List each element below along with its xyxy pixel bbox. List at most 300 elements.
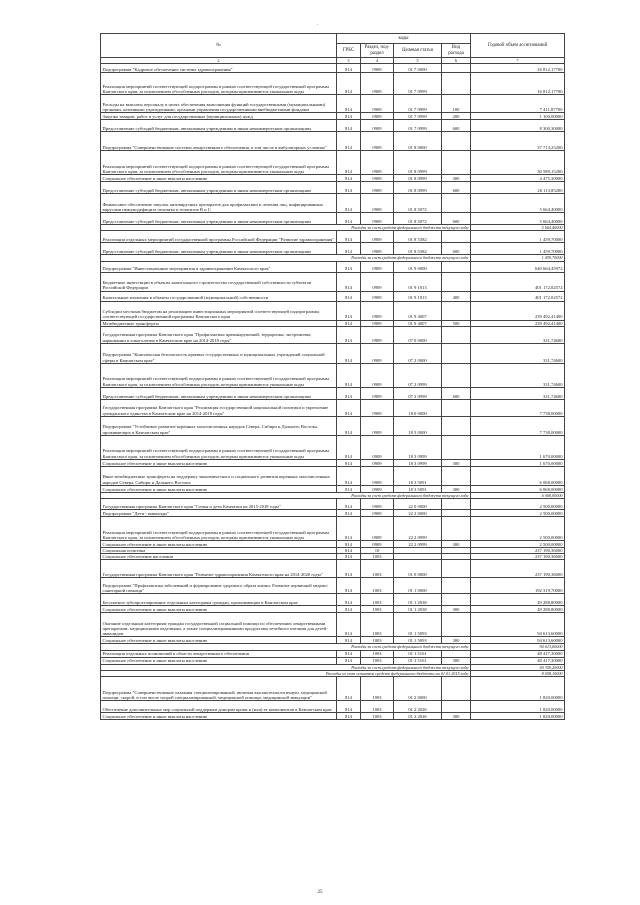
row-description: Социальное обеспечение и иные выплаты населению xyxy=(101,459,337,466)
row-amount: 1 459,70000 xyxy=(471,231,565,243)
row-target-article: 01 1 0000 xyxy=(394,578,442,594)
row-grbs: 814 xyxy=(337,151,361,175)
scan-mark: . xyxy=(317,22,319,27)
col-index: 2 xyxy=(101,58,337,64)
row-amount: 2 500,00000 xyxy=(471,541,565,548)
row-section: 0909 xyxy=(361,291,394,301)
row-amount: 2 500,00000 xyxy=(471,517,565,541)
row-grbs: 814 xyxy=(337,175,361,182)
row-target-article: 22 2 0999 xyxy=(394,517,442,541)
row-target-article: 01 1 5093 xyxy=(394,637,442,644)
row-description: Социальное обеспечение и иные выплаты населению xyxy=(101,485,337,492)
row-description: Подпрограмма "Устойчивое развитие коренных малочисленных народов Севера, Сибири и Дальнего Востока, проживающих в Камчатском крае" xyxy=(101,416,337,435)
table-row xyxy=(101,560,565,578)
row-description: Социальное обеспечение населения xyxy=(101,554,337,560)
row-grbs: 814 xyxy=(337,713,361,720)
row-grbs: 814 xyxy=(337,517,361,541)
row-grbs: 814 xyxy=(337,64,361,73)
row-amount: 7 738,00000 xyxy=(471,399,565,416)
row-amount: 6 068,00000 xyxy=(471,485,565,492)
row-section: 0909 xyxy=(361,194,394,213)
row-expense-type xyxy=(442,499,471,510)
table-row xyxy=(101,301,565,320)
row-target-article: 01 8 5072 xyxy=(394,194,442,213)
note-amount: 1 459,70000 xyxy=(471,255,565,261)
row-expense-type xyxy=(442,326,471,343)
row-target-article: 01 8 0999 xyxy=(394,175,442,182)
row-section: 0909 xyxy=(361,435,394,459)
row-amount: 192 319,70000 xyxy=(471,578,565,594)
row-grbs: 814 xyxy=(337,213,361,225)
row-expense-type xyxy=(442,261,471,272)
table-row xyxy=(101,466,565,485)
row-expense-type xyxy=(442,510,471,517)
table-row xyxy=(101,677,565,701)
row-target-article: 01 1 2038 xyxy=(394,606,442,613)
row-grbs: 814 xyxy=(337,701,361,713)
row-expense-type xyxy=(442,435,471,459)
row-description: Подпрограмма "Совершенствование системы лекарственного обеспечения, в том числе в амбулаторных условиях" xyxy=(101,132,337,151)
row-target-article: 01 1 5093 xyxy=(394,613,442,637)
row-section: 1003 xyxy=(361,606,394,613)
row-description: Социальное обеспечение и иные выплаты населению xyxy=(101,713,337,720)
row-section: 1003 xyxy=(361,554,394,560)
row-target-article: 01 8 0999 xyxy=(394,151,442,175)
row-expense-type xyxy=(442,677,471,701)
row-expense-type xyxy=(442,132,471,151)
row-amount: 6 068,00000 xyxy=(471,466,565,485)
row-section: 0909 xyxy=(361,95,394,113)
row-description: Реализация мероприятий соответствующей подпрограммы в рамках соответствующей государственной программы Камчатского края, за исключением обособленных расходов, которым присваиваются уникальные коды xyxy=(101,363,337,387)
note-label: Расходы за счет средств федерального бюджета текущего года xyxy=(101,492,471,498)
table-row xyxy=(101,578,565,594)
row-section: 0909 xyxy=(361,132,394,151)
header-sum: Годовой объем ассигнований xyxy=(471,34,565,58)
table-row xyxy=(101,175,565,182)
row-grbs: 814 xyxy=(337,485,361,492)
table-row xyxy=(101,194,565,213)
row-target-article: 01 9 1013 xyxy=(394,272,442,291)
row-expense-type: 600 xyxy=(442,182,471,194)
header-vr: Вид расхода xyxy=(442,44,471,58)
budget-page xyxy=(100,33,564,720)
table-row xyxy=(101,613,565,637)
row-expense-type xyxy=(442,194,471,213)
row-target-article: 01 8 5382 xyxy=(394,243,442,255)
table-row xyxy=(101,594,565,606)
row-expense-type xyxy=(442,301,471,320)
row-grbs: 814 xyxy=(337,182,361,194)
col-index: 5 xyxy=(394,58,442,64)
table-row xyxy=(101,435,565,459)
row-grbs: 814 xyxy=(337,272,361,291)
table-row xyxy=(101,343,565,363)
row-amount: 331,74600 xyxy=(471,343,565,363)
row-amount: 48 417,30000 xyxy=(471,650,565,657)
note-label: Расходы за счет средств федерального бюджета текущего года xyxy=(101,644,471,650)
row-section: 0909 xyxy=(361,510,394,517)
row-expense-type: 200 xyxy=(442,113,471,120)
note-label: Расходы за счет средств федерального бюджета текущего года xyxy=(101,255,471,261)
row-section: 1003 xyxy=(361,578,394,594)
row-expense-type: 600 xyxy=(442,387,471,399)
row-target-article: 01 9 4007 xyxy=(394,301,442,320)
table-row xyxy=(101,326,565,343)
row-amount: 239 492,41400 xyxy=(471,320,565,326)
row-section: 0909 xyxy=(361,326,394,343)
table-row xyxy=(101,261,565,272)
table-row xyxy=(101,243,565,255)
row-expense-type xyxy=(442,466,471,485)
row-target-article: 22 2 0000 xyxy=(394,510,442,517)
row-description: Обеспечение дополнительных мер социальной поддержки донорам крови и (или) ее компонентов в Камчатском крае xyxy=(101,701,337,713)
row-description: Социальное обеспечение и иные выплаты населению xyxy=(101,175,337,182)
row-section: 0909 xyxy=(361,243,394,255)
row-expense-type: 300 xyxy=(442,637,471,644)
row-expense-type xyxy=(442,701,471,713)
row-grbs: 814 xyxy=(337,132,361,151)
row-grbs: 814 xyxy=(337,363,361,387)
row-description: Государственная программа Камчатского края "Семья и дети Камчатки на 2015-2018 годы" xyxy=(101,499,337,510)
note-amount: 94 613,60000 xyxy=(471,644,565,650)
row-amount: 237 190,36000 xyxy=(471,560,565,578)
row-amount: 30 589,15200 xyxy=(471,151,565,175)
row-expense-type xyxy=(442,613,471,637)
row-grbs: 814 xyxy=(337,399,361,416)
table-row xyxy=(101,606,565,613)
row-expense-type xyxy=(442,231,471,243)
row-section: 0909 xyxy=(361,459,394,466)
row-section: 0909 xyxy=(361,416,394,435)
row-expense-type: 100 xyxy=(442,95,471,113)
row-description: Подпрограмма "Комплексная безопасность краевых государственных и муниципальных учреждений социальной сферы в Камчатском крае" xyxy=(101,343,337,363)
row-grbs: 814 xyxy=(337,243,361,255)
row-amount: 237 190,36000 xyxy=(471,554,565,560)
row-amount: 5 664,40000 xyxy=(471,213,565,225)
table-row xyxy=(101,363,565,387)
row-section: 1003 xyxy=(361,701,394,713)
row-target-article: 01 1 5161 xyxy=(394,650,442,657)
row-description: Подпрограмма "Совершенствование оказания специализированной, включая высокотехнологичную, медицинской помощи, скорой, в том числе скорой специализированной, медицинской помощи, медицинской эвакуации" xyxy=(101,677,337,701)
table-row xyxy=(101,231,565,243)
row-expense-type: 300 xyxy=(442,657,471,664)
row-target-article: 07 2 0000 xyxy=(394,343,442,363)
row-section: 1003 xyxy=(361,713,394,720)
row-amount: 7 411,87700 xyxy=(471,95,565,113)
row-amount: 1 459,70000 xyxy=(471,243,565,255)
row-target-article: 01 1 2038 xyxy=(394,594,442,606)
row-amount: 401 172,02572 xyxy=(471,291,565,301)
table-row xyxy=(101,701,565,713)
table-row xyxy=(101,95,565,113)
table-row xyxy=(101,182,565,194)
row-grbs: 814 xyxy=(337,73,361,95)
row-description: Государственная программа Камчатского края "Развитие здравоохранения Камчатского края на 2014-2020 годы" xyxy=(101,560,337,578)
row-section: 0909 xyxy=(361,485,394,492)
row-description: Социальное обеспечение и иные выплаты населению xyxy=(101,541,337,548)
row-section: 1003 xyxy=(361,657,394,664)
row-expense-type: 400 xyxy=(442,291,471,301)
table-row xyxy=(101,416,565,435)
row-amount: 2 500,00000 xyxy=(471,499,565,510)
row-description: Предоставление субсидий бюджетным, автономным учреждениям и иным некоммерческим организациям xyxy=(101,182,337,194)
col-index: 7 xyxy=(471,58,565,64)
row-amount: 16 812,17700 xyxy=(471,64,565,73)
table-row xyxy=(101,73,565,95)
row-target-article: 22 0 0000 xyxy=(394,499,442,510)
row-target-article: 18 3 0000 xyxy=(394,416,442,435)
row-description: Закупка товаров, работ и услуг для государственных (муниципальных) нужд xyxy=(101,113,337,120)
row-expense-type: 300 xyxy=(442,485,471,492)
row-description: Подпрограмма "Дети - инвалиды" xyxy=(101,510,337,517)
row-amount: 48 417,30000 xyxy=(471,657,565,664)
row-amount: 49 288,80000 xyxy=(471,594,565,606)
row-description: Бесплатное зубопротезирование отдельным категориям граждан, проживающим в Камчатском крае xyxy=(101,594,337,606)
row-grbs: 814 xyxy=(337,510,361,517)
row-description: Предоставление субсидий бюджетным, автономным учреждениям и иным некоммерческим организациям xyxy=(101,213,337,225)
header-grbs: ГРБС xyxy=(337,44,361,58)
row-amount: 239 492,41400 xyxy=(471,301,565,320)
table-row xyxy=(101,64,565,73)
row-amount: 1 820,00000 xyxy=(471,701,565,713)
row-description: Социальное обеспечение и иные выплаты населению xyxy=(101,637,337,644)
row-description: Реализация мероприятий соответствующей подпрограммы в рамках соответствующей государственной программы Камчатского края, за исключением обособленных расходов, которым присваиваются уникальные коды xyxy=(101,151,337,175)
row-description: Реализация мероприятий соответствующей подпрограммы в рамках соответствующей государственной программы Камчатского края, за исключением обособленных расходов, которым присваиваются уникальные коды xyxy=(101,435,337,459)
col-index: 6 xyxy=(442,58,471,64)
row-amount: 26 113,85200 xyxy=(471,182,565,194)
row-section: 0909 xyxy=(361,541,394,548)
table-row xyxy=(101,151,565,175)
row-section: 0909 xyxy=(361,73,394,95)
row-expense-type xyxy=(442,272,471,291)
row-description: Субсидии местным бюджетам на реализацию инвестиционных мероприятий соответствующей подпрограммы соответствующей государственной программы Камчатского края xyxy=(101,301,337,320)
row-amount: 1 100,00000 xyxy=(471,113,565,120)
row-grbs: 814 xyxy=(337,657,361,664)
row-expense-type: 600 xyxy=(442,243,471,255)
row-expense-type xyxy=(442,560,471,578)
row-amount: 94 613,60000 xyxy=(471,613,565,637)
row-target-article: 22 2 0999 xyxy=(394,541,442,548)
row-description: Бюджетные инвестиции в объекты капитального строительства государственной собственности субъектов Российской Федерации xyxy=(101,272,337,291)
row-expense-type xyxy=(442,399,471,416)
row-description: Социальное обеспечение и иные выплаты населению xyxy=(101,657,337,664)
row-grbs: 814 xyxy=(337,231,361,243)
row-grbs: 814 xyxy=(337,560,361,578)
row-description: Реализация мероприятий соответствующей подпрограммы в рамках соответствующей государственной программы Камчатского края, за исключением обособленных расходов, которым присваиваются уникальные коды xyxy=(101,517,337,541)
row-target-article: 01 8 5382 xyxy=(394,231,442,243)
row-grbs: 814 xyxy=(337,554,361,560)
table-row xyxy=(101,120,565,132)
row-target-article: 01 9 4007 xyxy=(394,320,442,326)
row-amount: 16 812,17700 xyxy=(471,73,565,95)
row-description: Реализация мероприятий соответствующей подпрограммы в рамках соответствующей государственной программы Камчатского края, за исключением обособленных расходов, которым присваиваются уникальные коды xyxy=(101,73,337,95)
row-grbs: 814 xyxy=(337,387,361,399)
row-target-article: 18 0 0000 xyxy=(394,399,442,416)
row-amount: 331,74600 xyxy=(471,387,565,399)
row-section: 1003 xyxy=(361,637,394,644)
row-target-article: 01 7 0999 xyxy=(394,120,442,132)
row-amount: 237 190,36000 xyxy=(471,548,565,554)
row-grbs: 814 xyxy=(337,301,361,320)
row-target-article: 01 1 5161 xyxy=(394,657,442,664)
row-grbs: 814 xyxy=(337,120,361,132)
row-amount: 5 664,40000 xyxy=(471,194,565,213)
row-description: Государственная программа Камчатского края "Реализация государственной национальной политики и укрепление гражданского единства в Камчатском крае на 2014-2018 годы" xyxy=(101,399,337,416)
row-section: 0909 xyxy=(361,113,394,120)
table-row xyxy=(101,499,565,510)
note-amount: 6 068,00000 xyxy=(471,492,565,498)
row-expense-type: 300 xyxy=(442,606,471,613)
header-rz: Раздел, под-раздел xyxy=(361,44,394,58)
row-description: Подпрограмма "Кадровое обеспечение системы здравоохранения" xyxy=(101,64,337,73)
row-amount: 331,74600 xyxy=(471,326,565,343)
row-target-article: 01 0 0000 xyxy=(394,560,442,578)
row-amount: 37 713,25200 xyxy=(471,132,565,151)
table-row xyxy=(101,291,565,301)
row-section: 0909 xyxy=(361,182,394,194)
row-section: 0909 xyxy=(361,120,394,132)
row-target-article: 01 7 0999 xyxy=(394,113,442,120)
row-amount: 49 288,80000 xyxy=(471,606,565,613)
row-section: 0909 xyxy=(361,517,394,541)
row-grbs: 814 xyxy=(337,548,361,554)
row-expense-type: 300 xyxy=(442,541,471,548)
row-target-article: 07 2 0999 xyxy=(394,363,442,387)
header-cs: Целевая статья xyxy=(394,44,442,58)
row-description: Предоставление субсидий бюджетным, автономным учреждениям и иным некоммерческим организациям xyxy=(101,387,337,399)
row-target-article: 01 8 5072 xyxy=(394,213,442,225)
row-section: 0909 xyxy=(361,151,394,175)
row-expense-type xyxy=(442,343,471,363)
row-section: 1003 xyxy=(361,560,394,578)
note-label: Расходы за счет средств федерального бюджета текущего года xyxy=(101,225,471,231)
row-section: 0909 xyxy=(361,343,394,363)
row-amount: 640 664,45972 xyxy=(471,261,565,272)
row-amount: 1 820,00000 xyxy=(471,677,565,701)
row-expense-type xyxy=(442,594,471,606)
row-section: 1003 xyxy=(361,650,394,657)
table-row xyxy=(101,213,565,225)
row-grbs: 814 xyxy=(337,261,361,272)
row-amount: 4 475,30000 xyxy=(471,175,565,182)
header-codes: коды xyxy=(337,34,471,44)
row-target-article: 01 8 0999 xyxy=(394,182,442,194)
row-expense-type: 600 xyxy=(442,213,471,225)
row-description: Подпрограмма "Инвестиционные мероприятия в здравоохранении Камчатского края" xyxy=(101,261,337,272)
row-section: 1003 xyxy=(361,613,394,637)
row-grbs: 814 xyxy=(337,466,361,485)
row-amount: 1 820,00000 xyxy=(471,713,565,720)
row-grbs: 814 xyxy=(337,416,361,435)
row-expense-type: 500 xyxy=(442,320,471,326)
row-grbs: 814 xyxy=(337,343,361,363)
row-target-article: 01 2 0000 xyxy=(394,677,442,701)
row-section: 0909 xyxy=(361,261,394,272)
row-description: Расходы на выплаты персоналу в целях обеспечения выполнения функций государственными (муниципальными) органами, казенными учреждениями, органами управления государственными внебюджетными фондами xyxy=(101,95,337,113)
row-amount: 1 670,00000 xyxy=(471,435,565,459)
row-grbs: 814 xyxy=(337,499,361,510)
row-section: 1003 xyxy=(361,677,394,701)
row-target-article: 18 3 0999 xyxy=(394,435,442,459)
row-grbs: 814 xyxy=(337,650,361,657)
row-grbs: 814 xyxy=(337,594,361,606)
row-target-article: 01 7 0999 xyxy=(394,73,442,95)
row-grbs: 814 xyxy=(337,320,361,326)
table-row xyxy=(101,517,565,541)
row-section: 0909 xyxy=(361,363,394,387)
row-grbs: 814 xyxy=(337,326,361,343)
row-grbs: 814 xyxy=(337,435,361,459)
row-section: 0909 xyxy=(361,387,394,399)
table-row xyxy=(101,387,565,399)
row-description: Реализация отдельных мероприятий государственной программы Российской Федерации "Развитие здравоохранения" xyxy=(101,231,337,243)
table-row xyxy=(101,637,565,644)
table-row xyxy=(101,459,565,466)
table-row xyxy=(101,713,565,720)
row-grbs: 814 xyxy=(337,113,361,120)
row-description: Социальная политика xyxy=(101,548,337,554)
note-label: Расходы за счет остатков средств федерального бюджета на 01.01.2015 года xyxy=(101,670,471,676)
page-number: 25 xyxy=(317,890,323,895)
row-expense-type xyxy=(442,416,471,435)
row-grbs: 814 xyxy=(337,637,361,644)
row-expense-type: 300 xyxy=(442,713,471,720)
row-target-article: 01 7 0999 xyxy=(394,95,442,113)
row-section: 0909 xyxy=(361,320,394,326)
row-section: 1003 xyxy=(361,594,394,606)
row-expense-type xyxy=(442,578,471,594)
row-description: Предоставление субсидий бюджетным, автономным учреждениям и иным некоммерческим организациям xyxy=(101,243,337,255)
table-row xyxy=(101,650,565,657)
row-target-article: 01 2 2026 xyxy=(394,713,442,720)
row-target-article: 07 2 0999 xyxy=(394,387,442,399)
row-description: Межбюджетные трансферты xyxy=(101,320,337,326)
row-grbs: 814 xyxy=(337,578,361,594)
table-row xyxy=(101,541,565,548)
table-row xyxy=(101,272,565,291)
row-grbs: 814 xyxy=(337,677,361,701)
budget-rows xyxy=(101,64,565,720)
note-label: Расходы за счет средств федерального бюджета текущего года xyxy=(101,664,471,670)
row-section: 0909 xyxy=(361,213,394,225)
row-grbs: 814 xyxy=(337,613,361,637)
row-grbs: 814 xyxy=(337,606,361,613)
row-description: Предоставление субсидий бюджетным, автономным учреждениям и иным некоммерческим организациям xyxy=(101,120,337,132)
row-target-article: 01 9 0000 xyxy=(394,261,442,272)
row-section: 0909 xyxy=(361,399,394,416)
table-row xyxy=(101,113,565,120)
row-description: Реализация отдельных полномочий в области лекарственного обеспечения xyxy=(101,650,337,657)
row-section: 10 xyxy=(361,548,394,554)
row-section: 0909 xyxy=(361,231,394,243)
row-description: Социальное обеспечение и иные выплаты населению xyxy=(101,606,337,613)
row-grbs: 814 xyxy=(337,459,361,466)
table-row xyxy=(101,132,565,151)
row-section: 0909 xyxy=(361,301,394,320)
row-target-article: 18 3 5091 xyxy=(394,485,442,492)
budget-table xyxy=(100,33,565,720)
row-amount: 94 613,60000 xyxy=(471,637,565,644)
row-expense-type xyxy=(442,73,471,95)
row-target-article: 01 7 0000 xyxy=(394,64,442,73)
row-target-article: 01 8 0000 xyxy=(394,132,442,151)
row-grbs: 814 xyxy=(337,194,361,213)
row-expense-type xyxy=(442,517,471,541)
table-row xyxy=(101,510,565,517)
row-section: 0909 xyxy=(361,175,394,182)
row-expense-type xyxy=(442,363,471,387)
col-index: 3 xyxy=(337,58,361,64)
